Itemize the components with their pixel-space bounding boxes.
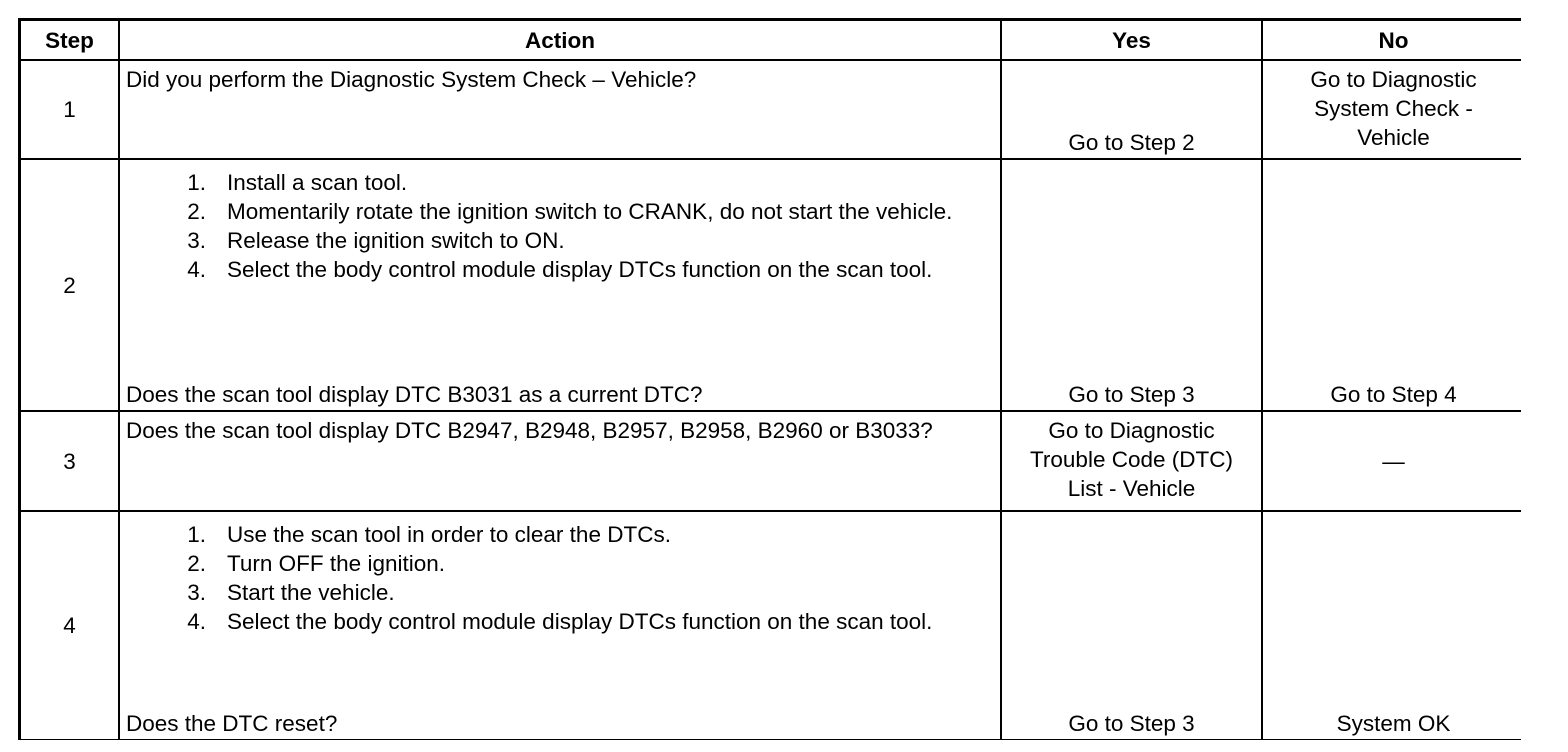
action-step-number: 2. [187,199,206,224]
action-step-text: Start the vehicle. [227,580,395,605]
no-result: — [1382,448,1405,474]
yes-result: Go to Step 3 [1068,711,1195,736]
no-cell [1263,412,1524,510]
no-cell [1263,160,1524,410]
action-step-text: Install a scan tool. [227,170,408,195]
action-step-number: 1. [187,522,206,547]
no-result: System OK [1336,711,1451,736]
action-question: Does the scan tool display DTC B3031 as a current DTC? [126,382,703,407]
action-step-text: Momentarily rotate the ignition switch to CRANK, do not start the vehicle. [227,199,953,224]
action-step-item [126,520,994,549]
yes-cell [1002,512,1261,739]
step-number: 2 [21,160,118,410]
action-step-text: Select the body control module display DTCs function on the scan tool. [227,609,933,634]
yes-result: Go to Step 3 [1068,382,1195,407]
action-step-number: 2. [187,551,206,576]
yes-cell [1002,160,1261,410]
action-step-number: 1. [187,170,206,195]
action-step-number: 3. [187,580,206,605]
step-number: 1 [21,61,118,158]
step-number: 3 [21,412,118,510]
no-cell [1263,512,1524,739]
action-cell [120,61,1000,158]
action-step-item [126,549,994,578]
action-step-number: 4. [187,609,206,634]
action-question: Does the DTC reset? [126,711,338,736]
action-step-item [126,607,994,636]
step-number: 4 [21,512,118,739]
no-result: Go to Step 4 [1330,382,1457,407]
action-steps-list [126,520,994,636]
no-cell [1263,61,1524,158]
action-cell [120,412,1000,510]
action-step-text: Release the ignition switch to ON. [227,228,565,253]
action-step-text: Turn OFF the ignition. [227,551,446,576]
header-yes: Yes [1002,21,1261,59]
action-question: Did you perform the Diagnostic System Check – Vehicle? [126,67,697,92]
action-step-number: 4. [187,257,206,282]
action-cell [120,160,1000,410]
yes-result: Go to Diagnostic Trouble Code (DTC) List - Vehicle [1030,418,1233,501]
action-step-text: Use the scan tool in order to clear the DTCs. [227,522,671,547]
action-step-item [126,578,994,607]
header-step: Step [21,21,118,59]
action-step-item [126,226,994,255]
yes-cell [1002,412,1261,510]
action-question: Does the scan tool display DTC B2947, B2948, B2957, B2958, B2960 or B3033? [126,418,933,443]
no-result: Go to Diagnostic System Check - Vehicle [1310,67,1477,150]
header-no: No [1263,21,1524,59]
yes-result: Go to Step 2 [1068,130,1195,155]
action-step-item [126,168,994,197]
action-cell [120,512,1000,739]
action-step-text: Select the body control module display DTCs function on the scan tool. [227,257,933,282]
header-action: Action [120,21,1000,59]
yes-cell [1002,61,1261,158]
diagnostic-table [18,18,1521,740]
action-step-number: 3. [187,228,206,253]
action-step-item [126,255,994,284]
action-step-item [126,197,994,226]
action-steps-list [126,168,994,284]
